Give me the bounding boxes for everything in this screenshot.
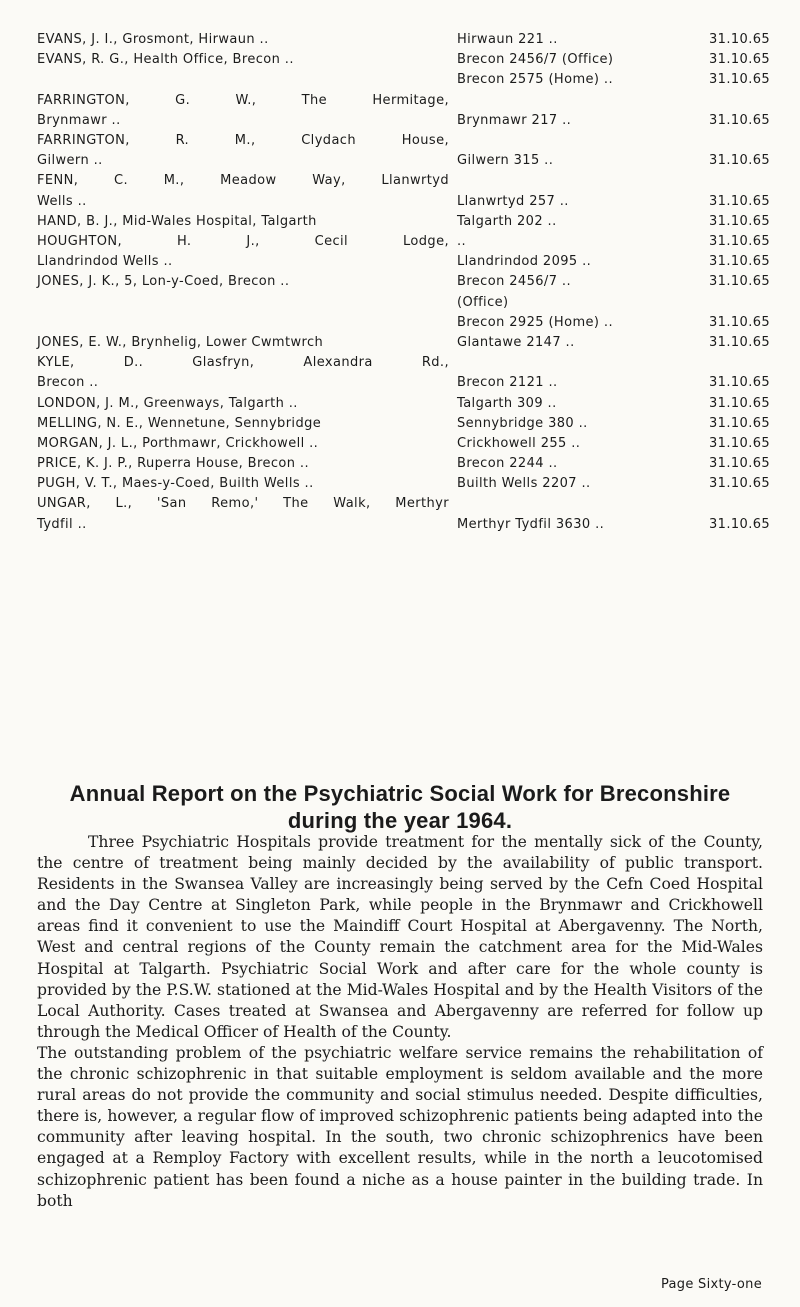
directory-entry bbox=[37, 436, 777, 456]
entry-name-address: Tydfil .. bbox=[37, 516, 87, 532]
entry-telephone: Crickhowell 255 .. bbox=[457, 435, 581, 451]
entry-name-address: JONES, J. K., 5, Lon-y-Coed, Brecon .. bbox=[37, 274, 290, 290]
directory-entry bbox=[37, 274, 777, 335]
entry-expiry-date: 31.10.65 bbox=[709, 334, 771, 350]
entry-telephone: Glantawe 2147 .. bbox=[457, 334, 575, 350]
entry-expiry-date: 31.10.65 bbox=[709, 435, 771, 451]
entry-name-address: Llandrindod Wells .. bbox=[37, 254, 173, 270]
entry-expiry-date: 31.10.65 bbox=[709, 72, 771, 88]
directory-entry bbox=[37, 133, 777, 173]
directory-entry bbox=[37, 396, 777, 416]
entry-name-address: FENN, C. M., Meadow Way, Llanwrtyd bbox=[37, 173, 449, 189]
entry-expiry-date: 31.10.65 bbox=[709, 233, 771, 249]
entry-telephone: Brecon 2456/7 .. bbox=[457, 274, 571, 290]
entry-name-address: JONES, E. W., Brynhelig, Lower Cwmtwrch bbox=[37, 334, 324, 350]
entry-telephone: Brecon 2244 .. bbox=[457, 456, 558, 472]
entry-expiry-date: 31.10.65 bbox=[709, 193, 771, 209]
staff-directory bbox=[37, 32, 777, 537]
directory-entry bbox=[37, 496, 777, 536]
entry-telephone: Talgarth 309 .. bbox=[457, 395, 557, 411]
entry-telephone: Hirwaun 221 .. bbox=[457, 32, 558, 47]
entry-expiry-date: 31.10.65 bbox=[709, 52, 771, 68]
entry-name-address: MORGAN, J. L., Porthmawr, Crickhowell .. bbox=[37, 435, 319, 451]
entry-expiry-date: 31.10.65 bbox=[709, 274, 771, 290]
report-heading-line-2: during the year 1964. bbox=[287, 808, 513, 833]
entry-name-address: PRICE, K. J. P., Ruperra House, Brecon .. bbox=[37, 456, 309, 472]
directory-entry bbox=[37, 214, 777, 234]
entry-expiry-date: 31.10.65 bbox=[709, 112, 771, 128]
entry-name-address: LONDON, J. M., Greenways, Talgarth .. bbox=[37, 395, 298, 411]
entry-name-address: PUGH, V. T., Maes-y-Coed, Builth Wells .. bbox=[37, 476, 314, 492]
entry-name-address: Brecon .. bbox=[37, 375, 99, 391]
entry-telephone: Brynmawr 217 .. bbox=[457, 112, 572, 128]
entry-telephone: Brecon 2575 (Home) .. bbox=[457, 72, 613, 88]
entry-name-address: Wells .. bbox=[37, 193, 87, 209]
entry-telephone: Brecon 2121 .. bbox=[457, 375, 558, 391]
entry-expiry-date: 31.10.65 bbox=[709, 314, 771, 330]
entry-telephone: Brecon 2456/7 (Office) bbox=[457, 52, 614, 68]
entry-name-address: FARRINGTON, R. M., Clydach House, bbox=[37, 132, 449, 148]
entry-telephone: .. bbox=[457, 233, 467, 249]
entry-telephone: Gilwern 315 .. bbox=[457, 153, 554, 169]
entry-expiry-date: 31.10.65 bbox=[709, 375, 771, 391]
entry-telephone: Talgarth 202 .. bbox=[457, 213, 557, 229]
entry-name-address: MELLING, N. E., Wennetune, Sennybridge bbox=[37, 415, 322, 431]
entry-telephone: Brecon 2925 (Home) .. bbox=[457, 314, 613, 330]
entry-expiry-date: 31.10.65 bbox=[709, 395, 771, 411]
entry-telephone: Sennybridge 380 .. bbox=[457, 415, 588, 431]
directory-entry bbox=[37, 234, 777, 274]
entry-expiry-date: 31.10.65 bbox=[709, 516, 771, 532]
entry-telephone: Llanwrtyd 257 .. bbox=[457, 193, 569, 209]
entry-name-address: HOUGHTON, H. J., Cecil Lodge, bbox=[37, 233, 449, 249]
entry-name-address: HAND, B. J., Mid-Wales Hospital, Talgarth bbox=[37, 213, 317, 229]
directory-entry bbox=[37, 456, 777, 476]
report-heading-line-1: Annual Report on the Psychiatric Social Work for Breconshire bbox=[69, 781, 731, 806]
entry-telephone: Merthyr Tydfil 3630 .. bbox=[457, 516, 605, 532]
report-heading bbox=[30, 780, 770, 834]
entry-expiry-date: 31.10.65 bbox=[709, 476, 771, 492]
directory-entry bbox=[37, 335, 777, 355]
entry-expiry-date: 31.10.65 bbox=[709, 415, 771, 431]
entry-name-address: EVANS, R. G., Health Office, Brecon .. bbox=[37, 52, 294, 68]
entry-name-address: UNGAR, L., 'San Remo,' The Walk, Merthyr bbox=[37, 496, 449, 512]
entry-expiry-date: 31.10.65 bbox=[709, 153, 771, 169]
entry-telephone: (Office) bbox=[457, 294, 509, 310]
entry-expiry-date: 31.10.65 bbox=[709, 213, 771, 229]
report-paragraph-1: Three Psychiatric Hospitals provide treatment for the mentally sick of the County, the centre of treatment being mainly decided by the availability of public transport. Residents in the Swansea Valley are increasingly being served by the Cefn Coed Hospital and the Day Centre at Singleton Park, while people in the Brynmawr and Crickhowell areas find it convenient to use the Maindiff Court Hospital at Abergavenny. The North, West and central regions of the County remain the catchment area for the Mid-Wales Hospital at Talgarth. Psychiatric Social Work and after care for the whole county is provided by the P.S.W. stationed at the Mid-Wales Hospital and by the Health Visitors of the Local Authority. Cases treated at Swansea and Abergavenny are referred for follow up through the Medical Officer of Health of the County. bbox=[37, 833, 763, 1041]
entry-telephone: Builth Wells 2207 .. bbox=[457, 476, 591, 492]
directory-entry bbox=[37, 93, 777, 133]
entry-name-address: Brynmawr .. bbox=[37, 112, 121, 128]
directory-entry bbox=[37, 355, 777, 395]
report-paragraph-2: The outstanding problem of the psychiatric welfare service remains the rehabilitation of the chronic schizophrenic in that suitable employment is seldom available and the more rural areas do not provide the community and social stimulus needed. Despite difficulties, there is, however, a regular flow of improved schizophrenic patients being adapted into the community after leaving hospital. In the south, two chronic schizophrenics have been engaged at a Remploy Factory with excellent results, while in the north a leucotomised schizophrenic patient has been found a niche as a house painter in the building trade. In both bbox=[37, 1043, 763, 1210]
directory-entry bbox=[37, 32, 777, 52]
directory-entry bbox=[37, 52, 777, 92]
entry-name-address: FARRINGTON, G. W., The Hermitage, bbox=[37, 92, 449, 108]
entry-telephone: Llandrindod 2095 .. bbox=[457, 254, 592, 270]
report-body bbox=[37, 832, 763, 1212]
entry-name-address: EVANS, J. I., Grosmont, Hirwaun .. bbox=[37, 32, 269, 47]
directory-entry bbox=[37, 173, 777, 213]
entry-name-address: Gilwern .. bbox=[37, 153, 103, 169]
directory-entry bbox=[37, 416, 777, 436]
entry-name-address: KYLE, D.. Glasfryn, Alexandra Rd., bbox=[37, 355, 449, 371]
entry-expiry-date: 31.10.65 bbox=[709, 456, 771, 472]
entry-expiry-date: 31.10.65 bbox=[709, 254, 771, 270]
entry-expiry-date: 31.10.65 bbox=[709, 32, 771, 47]
directory-entry bbox=[37, 476, 777, 496]
page-number: Page Sixty-one bbox=[660, 1277, 762, 1292]
